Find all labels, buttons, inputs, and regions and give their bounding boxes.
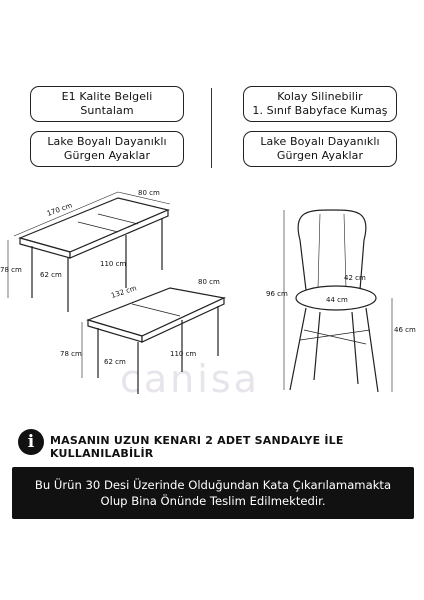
info-text: MASANIN UZUN KENARI 2 ADET SANDALYE İLE KULLANILABİLİR bbox=[50, 434, 344, 460]
feature-box-bottom-left bbox=[30, 131, 184, 167]
feature-line: E1 Kalite Belgeli bbox=[61, 90, 153, 103]
watermark-text: canisa bbox=[120, 357, 260, 401]
dim-chair-seat-depth: 42 cm bbox=[344, 274, 366, 282]
table-closed-drawing bbox=[82, 288, 224, 394]
dim-open-inner: 110 cm bbox=[100, 260, 127, 268]
feature-line: Lake Boyalı Dayanıklı bbox=[47, 135, 167, 148]
dim-chair-height: 96 cm bbox=[266, 290, 288, 298]
dim-closed-width: 80 cm bbox=[198, 278, 220, 286]
notice-line: Bu Ürün 30 Desi Üzerinde Olduğundan Kata Çıkarılamamakta bbox=[34, 478, 392, 492]
notice-line: Olup Bina Önünde Teslim Edilmektedir. bbox=[100, 494, 326, 508]
table-open-drawing bbox=[8, 192, 170, 312]
dim-closed-inner: 110 cm bbox=[170, 350, 197, 358]
delivery-notice bbox=[12, 467, 414, 519]
dim-closed-height: 78 cm bbox=[60, 350, 82, 358]
dim-chair-seat-width: 44 cm bbox=[326, 296, 348, 304]
feature-line: Gürgen Ayaklar bbox=[276, 149, 364, 162]
feature-box-bottom-right bbox=[243, 131, 397, 167]
dim-chair-seat-height: 46 cm bbox=[394, 326, 416, 334]
feature-box-top-left bbox=[30, 86, 184, 122]
info-icon: i bbox=[18, 429, 44, 455]
info-bar bbox=[18, 429, 414, 460]
feature-line: 1. Sınıf Babyface Kumaş bbox=[252, 104, 388, 117]
feature-line: Gürgen Ayaklar bbox=[63, 149, 151, 162]
feature-line: Suntalam bbox=[80, 104, 134, 117]
dim-closed-length: 132 cm bbox=[110, 284, 138, 300]
feature-box-top-right bbox=[243, 86, 397, 122]
dim-closed-legspan: 62 cm bbox=[104, 358, 126, 366]
feature-line: Lake Boyalı Dayanıklı bbox=[260, 135, 380, 148]
dim-open-legspan: 62 cm bbox=[40, 271, 62, 279]
dim-open-width: 80 cm bbox=[138, 189, 160, 197]
dim-open-height: 78 cm bbox=[0, 266, 22, 274]
divider bbox=[211, 88, 212, 168]
dim-open-length: 170 cm bbox=[45, 201, 74, 218]
feature-line: Kolay Silinebilir bbox=[277, 90, 363, 103]
dimension-drawing bbox=[0, 180, 424, 420]
